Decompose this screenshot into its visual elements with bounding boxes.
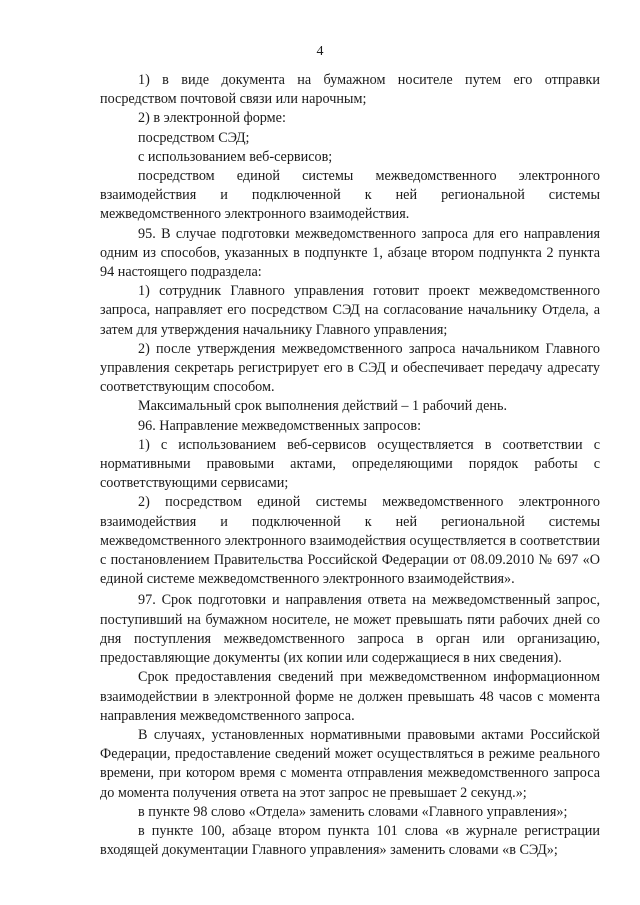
paragraph-3: посредством СЭД;	[138, 129, 250, 146]
paragraph-11: 1) с использованием веб-сервисов осуществляется в соответствии с нормативными правовыми актами, определяющими порядок работы с соответствующими сервисами;	[100, 436, 600, 492]
paragraph-13: 97. Срок подготовки и направления ответа на межведомственный запрос, поступивший на бумажном носителе, не может превышать пяти рабочих дней со дня поступления межведомственного запроса в орган или организацию, предоставляющие документы (их копии или содержащиеся в них сведения).	[100, 592, 600, 667]
paragraph-14: Срок предоставления сведений при межведомственном информационном взаимодействии в электронной форме не должен превышать 48 часов с момента направления межведомственного запроса.	[100, 669, 600, 724]
page-number: 4	[316, 44, 324, 59]
paragraph-1: 1) в виде документа на бумажном носителе путем его отправки посредством почтовой связи или нарочным;	[100, 72, 600, 108]
paragraph-2: 2) в электронной форме:	[138, 110, 286, 127]
paragraph-7: 1) сотрудник Главного управления готовит проект межведомственного запроса, направляет его посредством СЭД на согласование начальнику Отдела, а затем для утверждения начальнику Главного управления;	[100, 283, 600, 338]
paragraph-5: посредством единой системы межведомственного электронного взаимодействия и подключенной к ней региональной системы межведомственного электронного взаимодействия.	[100, 168, 600, 223]
paragraph-6: 95. В случае подготовки межведомственного запроса для его направления одним из способов, указанных в подпункте 1, абзаце втором подпункта 2 пункта 94 настоящего подраздела:	[100, 225, 600, 281]
paragraph-9: Максимальный срок выполнения действий – 1 рабочий день.	[138, 398, 507, 415]
paragraph-10: 96. Направление межведомственных запросов:	[138, 417, 422, 434]
paragraph-8: 2) после утверждения межведомственного запроса начальником Главного управления секретарь регистрирует его в СЭД и обеспечивает передачу адресату соответствующим способом.	[100, 340, 600, 396]
paragraph-4: с использованием веб-сервисов;	[138, 148, 333, 165]
paragraph-15: В случаях, установленных нормативными правовыми актами Российской Федерации, предоставление сведений может осуществляться в режиме реального времени, при котором время с момента отправления межведомственного запроса до момента получения ответа на этот запрос не превышает 2 секунд.»;	[100, 726, 600, 801]
document-body	[100, 71, 600, 860]
paragraph-17: в пункте 100, абзаце втором пункта 101 слова «в журнале регистрации входящей документации Главного управления» заменить словами «в СЭД»;	[100, 822, 600, 859]
paragraph-12: 2) посредством единой системы межведомственного электронного взаимодействия и подключенной к ней региональной системы межведомственного электронного взаимодействия осуществляется в соответствии с постановлением Правительства Российской Федерации от 08.09.2010 № 697 «О единой системе межведомственного электронного взаимодействия».	[100, 494, 600, 588]
paragraph-16: в пункте 98 слово «Отдела» заменить словами «Главного управления»;	[138, 803, 568, 820]
